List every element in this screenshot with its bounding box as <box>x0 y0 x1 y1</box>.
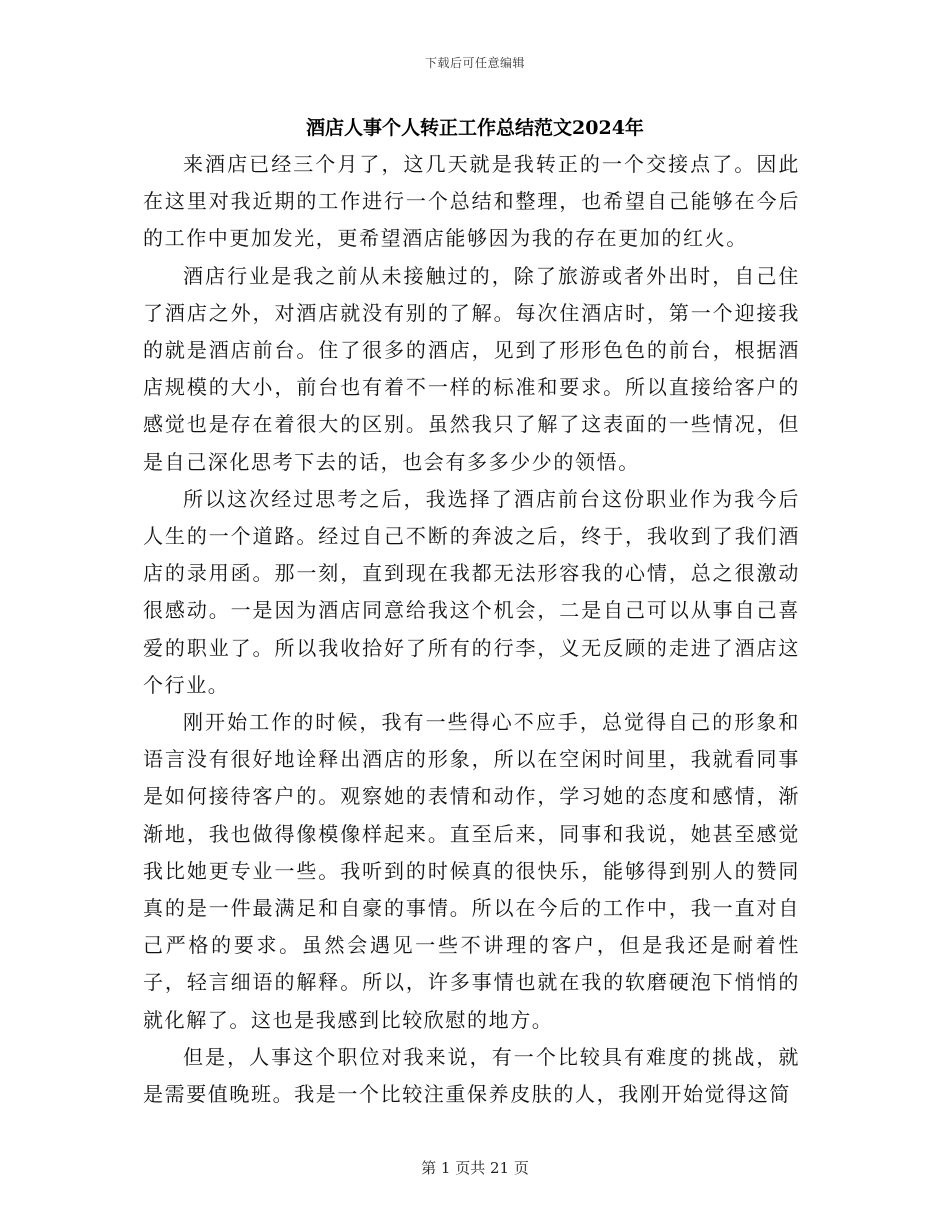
paragraph-5: 但是，人事这个职位对我来说，有一个比较具有难度的挑战，就是需要值晚班。我是一个比较注重保养皮肤的人，我刚开始觉得这简 <box>143 1044 800 1107</box>
document-body <box>143 146 800 1113</box>
paragraph-2: 酒店行业是我之前从未接触过的，除了旅游或者外出时，自己住了酒店之外，对酒店就没有别的了解。每次住酒店时，第一个迎接我的就是酒店前台。住了很多的酒店，见到了形形色色的前台，根据酒店规模的大小，前台也有着不一样的标准和要求。所以直接给客户的感觉也是存在着很大的区别。虽然我只了解了这表面的一些情况，但是自己深化思考下去的话，也会有多多少少的领悟。 <box>143 263 800 474</box>
page-footer: 第 1 页共 21 页 <box>421 1159 529 1177</box>
paragraph-4: 刚开始工作的时候，我有一些得心不应手，总觉得自己的形象和语言没有很好地诠释出酒店的形象，所以在空闲时间里，我就看同事是如何接待客户的。观察她的表情和动作，学习她的态度和感情，渐渐地，我也做得像模像样起来。直至后来，同事和我说，她甚至感觉我比她更专业一些。我听到的时候真的很快乐，能够得到别人的赞同真的是一件最满足和自豪的事情。所以在今后的工作中，我一直对自己严格的要求。虽然会遇见一些不讲理的客户，但是我还是耐着性子，轻言细语的解释。所以，许多事情也就在我的软磨硬泡下悄悄的就化解了。这也是我感到比较欣慰的地方。 <box>143 710 800 1032</box>
paragraph-3: 所以这次经过思考之后，我选择了酒店前台这份职业作为我今后人生的一个道路。经过自己不断的奔波之后，终于，我收到了我们酒店的录用函。那一刻，直到现在我都无法形容我的心情，总之很激动很感动。一是因为酒店同意给我这个机会，二是自己可以从事自己喜爱的职业了。所以我收拾好了所有的行李，义无反顾的走进了酒店这个行业。 <box>143 486 800 697</box>
page-header: 下载后可任意编辑 <box>424 56 525 70</box>
paragraph-1: 来酒店已经三个月了，这几天就是我转正的一个交接点了。因此在这里对我近期的工作进行一个总结和整理，也希望自己能够在今后的工作中更加发光，更希望酒店能够因为我的存在更加的红火。 <box>143 152 800 251</box>
document-title: 酒店人事个人转正工作总结范文2024年 <box>306 117 644 139</box>
